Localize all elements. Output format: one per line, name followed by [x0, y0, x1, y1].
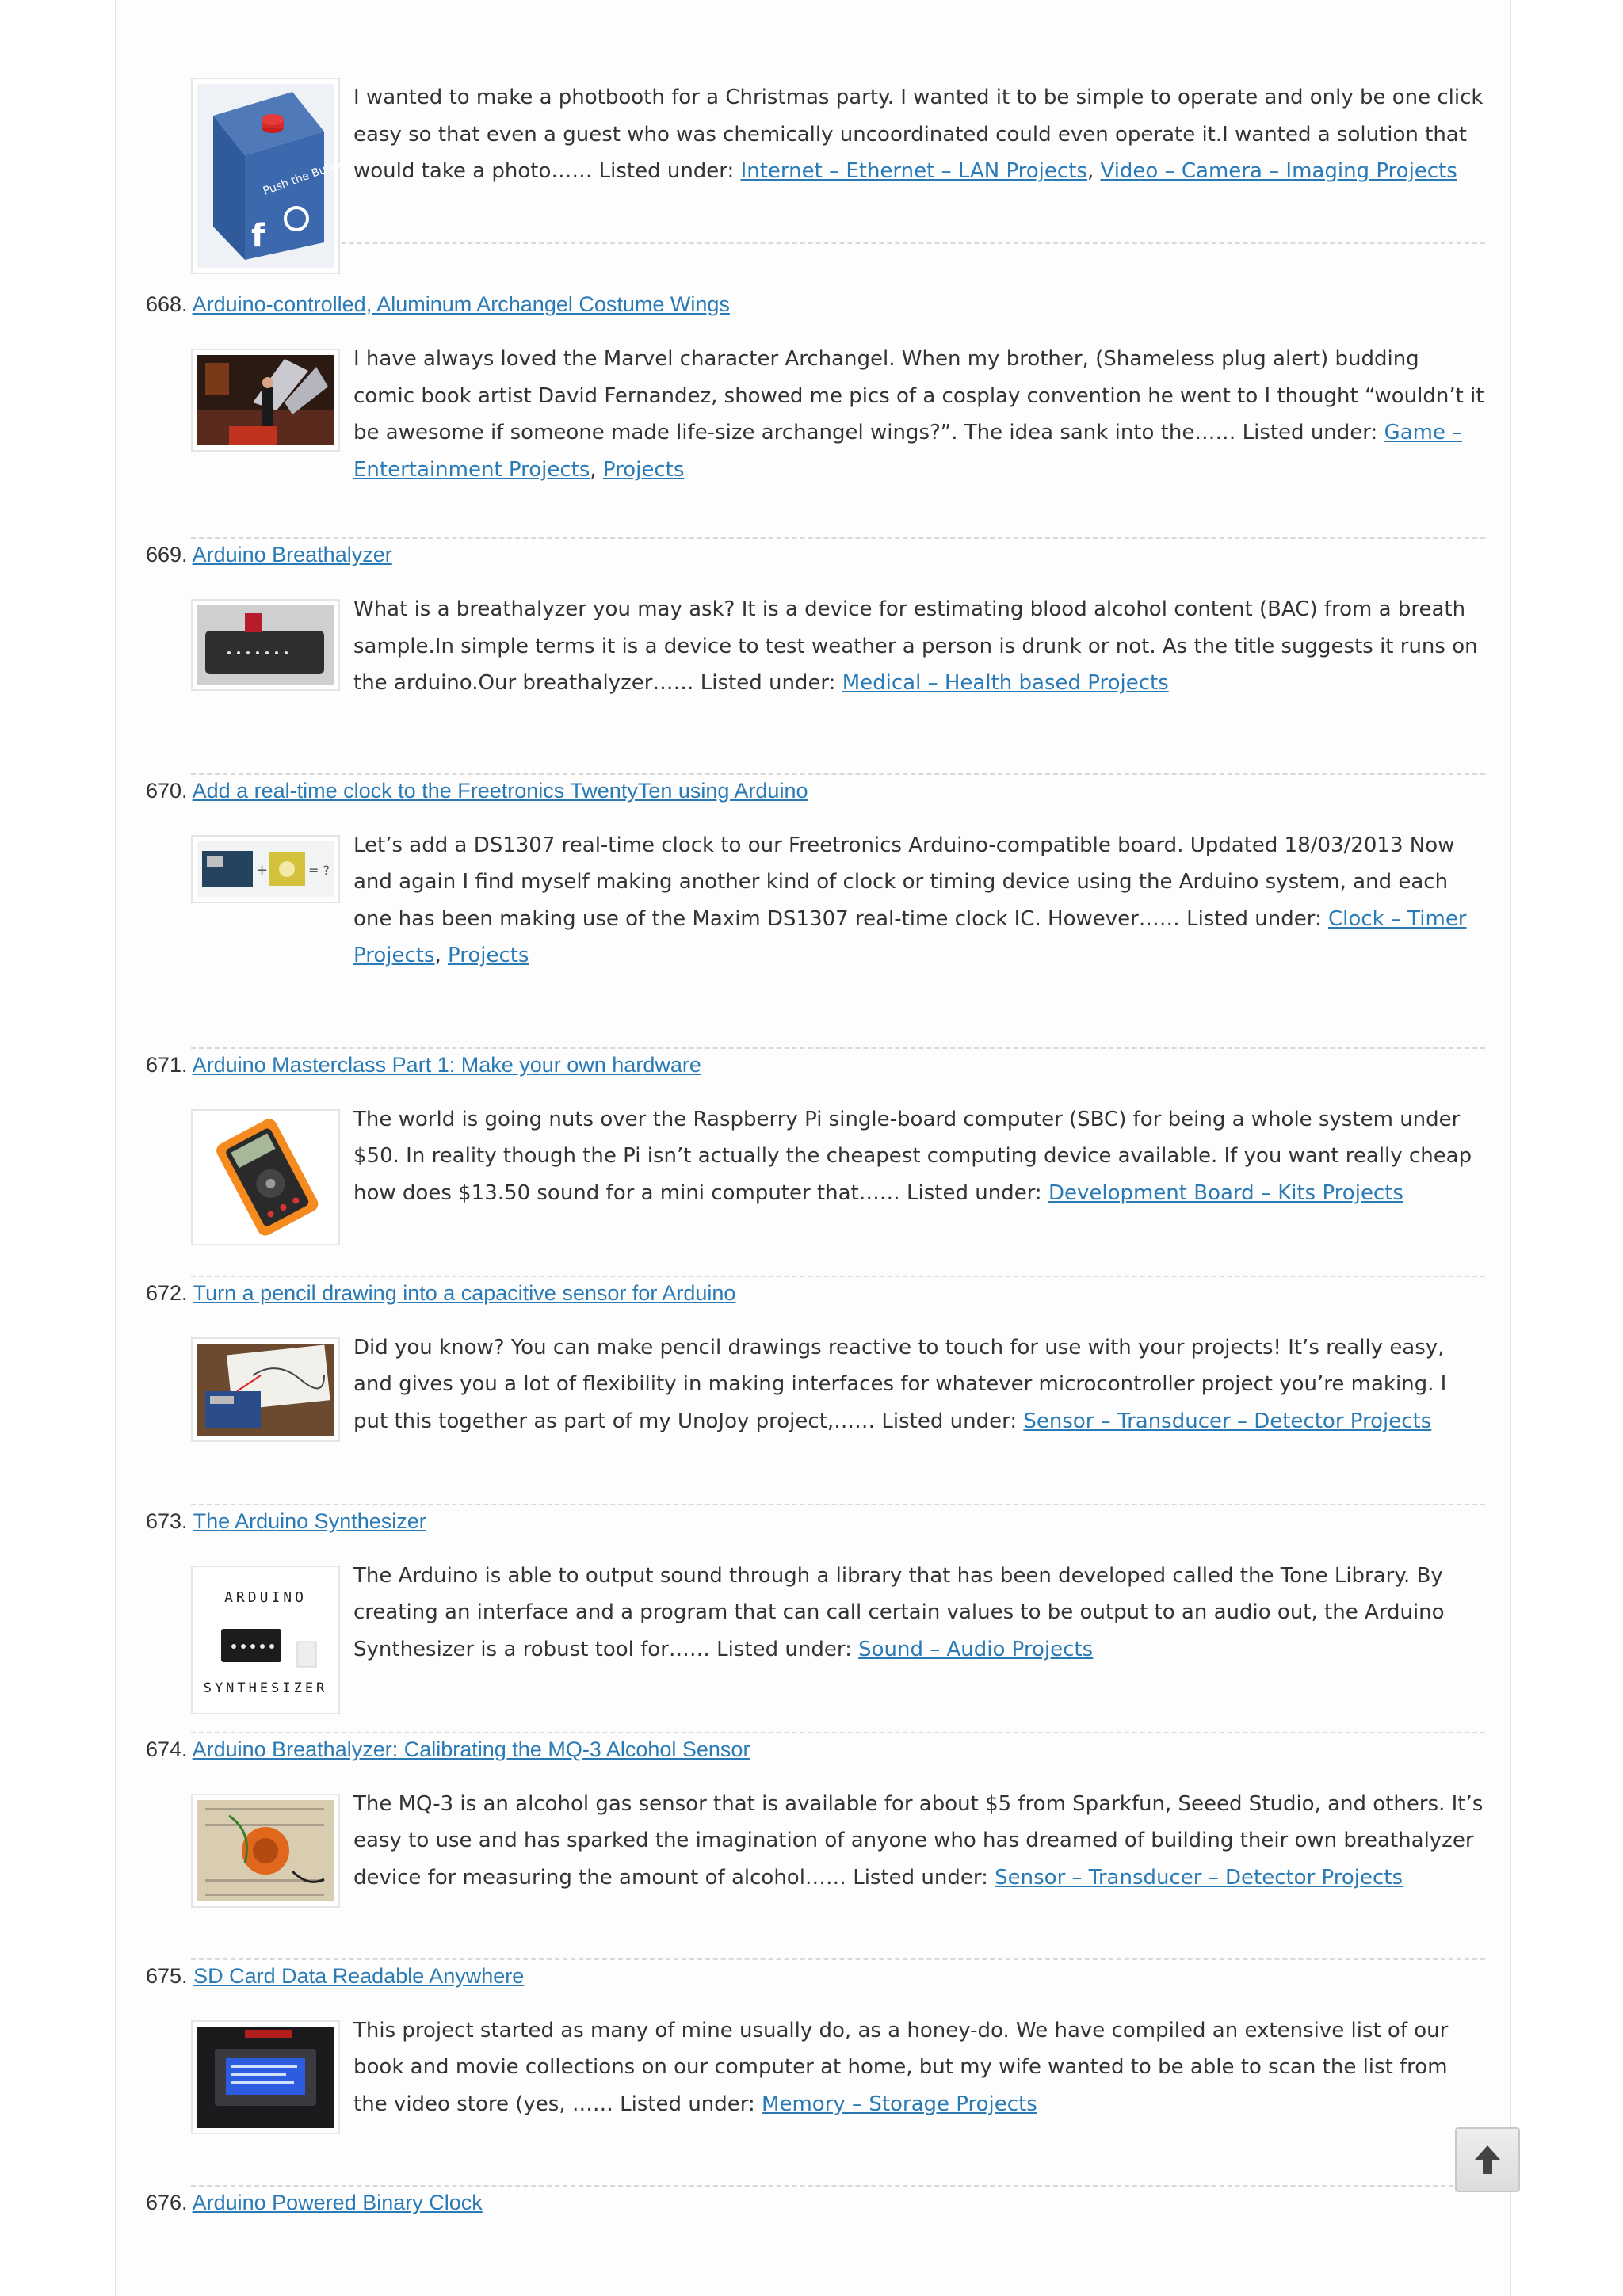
category-link[interactable]: Projects [602, 457, 685, 482]
entry-title-link[interactable]: Arduino Breathalyzer [192, 543, 392, 566]
pencil-drawing-image [197, 1344, 334, 1436]
entry-divider [191, 537, 1485, 539]
list-item: 668. Arduino-controlled, Aluminum Archangel Costume Wings I have always loved the Marvel character Archangel. When my brother, (Shameless plug alert) budding comic book artist David Fernandez, showed me pics of a cosplay convention he went to I thought “wouldn’t it be awesome if someone made life-size archangel wings?”. The idea sank into the…… Listed under: Game – Entertainment Projects, Projects [146, 290, 1485, 539]
entry-description: I wanted to make a photbooth for a Christmas party. I wanted it to be simple to operate and only be one click easy so that even a guest who was chemically uncoordinated could even operate it.I wanted a solution that would take a photo…… [353, 86, 1484, 183]
list-item [146, 1507, 1485, 1733]
listed-under-label: Listed under: [620, 2092, 755, 2116]
category-link[interactable]: Sensor – Transducer – Detector Projects [995, 1865, 1403, 1890]
entry-title-link[interactable]: Arduino-controlled, Aluminum Archangel Costume Wings [192, 292, 730, 316]
category-link[interactable]: Video – Camera – Imaging Projects [1100, 159, 1457, 183]
entry-title-link[interactable]: The Arduino Synthesizer [193, 1508, 426, 1533]
up-arrow-icon [1473, 2144, 1502, 2176]
entry-divider [191, 1732, 1485, 1733]
entry-number: 669. [146, 543, 188, 566]
entry-divider [191, 1276, 1485, 1277]
entry-divider [191, 1504, 1485, 1505]
photobooth-image [197, 84, 349, 268]
listed-under-label: Listed under: [1186, 906, 1322, 931]
project-thumbnail[interactable] [191, 1109, 340, 1245]
entry-description: What is a breathalyzer you may ask? It is a device for estimating blood alcohol content (BAC) from a breath sample.In simple terms it is a device to test weather a person is drunk or not. As the title suggests it runs on the arduino.Our breathalyzer…… [353, 597, 1478, 695]
entry-number: 672. [146, 1280, 188, 1305]
project-thumbnail[interactable] [191, 1794, 340, 1908]
list-item [146, 540, 1485, 775]
svg-text:+: + [256, 861, 269, 879]
listed-under-label: Listed under: [700, 671, 836, 695]
entry-number: 675. [146, 1963, 188, 1988]
scroll-to-top-button[interactable] [1455, 2127, 1520, 2192]
project-thumbnail[interactable] [191, 1566, 340, 1714]
sd-card-image [197, 2027, 334, 2128]
listed-under-label: Listed under: [598, 159, 735, 183]
category-link[interactable]: Sound – Audio Projects [858, 1637, 1094, 1661]
multimeter-image [197, 1116, 334, 1239]
entry-number: 668. [146, 292, 188, 316]
list-item [146, 1735, 1485, 1960]
listed-under-label: Listed under: [853, 1865, 988, 1890]
entry-number: 673. [146, 1508, 188, 1533]
entry-title-link[interactable]: Turn a pencil drawing into a capacitive sensor for Arduino [193, 1280, 736, 1305]
category-link[interactable]: Clock – Timer Projects [353, 906, 1467, 967]
list-item [146, 2188, 1485, 2217]
category-link[interactable]: Game – Entertainment Projects [353, 421, 1463, 482]
svg-text:= ?: = ? [308, 862, 330, 878]
listed-under-label: Listed under: [716, 1637, 852, 1661]
wings-image [197, 355, 334, 445]
entry-title-link[interactable]: Add a real-time clock to the Freetronics TwentyTen using Arduino [192, 778, 808, 803]
breathalyzer-image [197, 605, 334, 685]
synth-top-label: ARDUINO [224, 1589, 307, 1606]
rtc-image [197, 841, 334, 897]
entry-title-link[interactable]: Arduino Powered Binary Clock [192, 2190, 483, 2214]
entry-divider [191, 1958, 1485, 1960]
entry-divider [191, 773, 1485, 775]
category-link[interactable]: Memory – Storage Projects [762, 2092, 1037, 2116]
entry-title-link[interactable]: SD Card Data Readable Anywhere [193, 1963, 525, 1988]
entry-number: 674. [146, 1737, 188, 1761]
list-item: 670. Add a real-time clock to the Freetronics TwentyTen using Arduino + = ? Let’s add a DS1307 real-time clock to our Freetronics Arduino-compatible board. Updated 18/03/2013 Now and again I find myself making another kind of clock or timing device using the Arduino system, and each one has been making use of the Maxim DS1307 real-time clock IC. However…… Listed under: Clock – Timer Projects, Projects [146, 776, 1485, 1049]
entry-description: Let’s add a DS1307 real-time clock to our Freetronics Arduino-compatible board. Updated 18/03/2013 Now and again I find myself making another kind of clock or timing device using the Arduino system, and each one has been making use of the Maxim DS1307 real-time clock IC. However…… [353, 833, 1455, 931]
entry-description: Did you know? You can make pencil drawings reactive to touch for use with your projects! It’s really easy, and gives you a lot of flexibility in making interfaces for whatever microcontroller project you’re making. I put this together as part of my UnoJoy project,…… [353, 1335, 1447, 1433]
category-link[interactable]: Projects [448, 944, 529, 967]
entry-divider [191, 1047, 1485, 1049]
project-thumbnail[interactable] [191, 599, 340, 691]
entry-number: 676. [146, 2190, 188, 2214]
photobooth-label: Push the Button [261, 155, 349, 198]
svg-text:f: f [251, 218, 265, 254]
list-item [146, 1051, 1485, 1277]
project-thumbnail[interactable] [191, 2020, 340, 2134]
entry-description: I have always loved the Marvel character Archangel. When my brother, (Shameless plug alert) budding comic book artist David Fernandez, showed me pics of a cosplay convention he went to I thought “wouldn’t it be awesome if someone made life-size archangel wings?”. The idea sank into the…… [353, 347, 1484, 444]
listed-under-label: Listed under: [1242, 421, 1378, 444]
project-thumbnail[interactable] [191, 349, 340, 452]
category-link[interactable]: Sensor – Transducer – Detector Projects [1023, 1409, 1432, 1433]
listed-under-label: Listed under: [907, 1180, 1042, 1205]
list-item [146, 1279, 1485, 1505]
synthesizer-image [197, 1572, 334, 1708]
category-link[interactable]: Development Board – Kits Projects [1048, 1180, 1403, 1205]
entry-number: 670. [146, 778, 188, 803]
list-item [146, 1962, 1485, 2187]
content-column [115, 0, 1511, 2296]
project-thumbnail[interactable] [191, 835, 340, 903]
entry-description: The world is going nuts over the Raspberry Pi single-board computer (SBC) for being a whole system under $50. In reality though the Pi isn’t actually the cheapest computing device available. If you want really cheap how does $13.50 sound for a mini computer that…… [353, 1107, 1472, 1205]
synth-bottom-label: SYNTHESIZER [203, 1680, 328, 1696]
entry-divider [191, 2185, 1485, 2187]
category-link[interactable]: Medical – Health based Projects [842, 671, 1169, 695]
entry-description: The MQ-3 is an alcohol gas sensor that is available for about $5 from Sparkfun, Seeed Studio, and others. It’s easy to use and has sparked the imagination of anyone who has dreamed of building their own breathalyzer device for measuring the amount of alcohol…… [353, 1791, 1484, 1890]
project-thumbnail[interactable] [191, 78, 349, 274]
entry-title-link[interactable]: Arduino Masterclass Part 1: Make your own hardware [192, 1052, 701, 1077]
entry-description: This project started as many of mine usually do, as a honey-do. We have compiled an extensive list of our book and movie collections on our computer at home, but my wife wanted to be able to scan the list from the video store (yes, …… [353, 2018, 1449, 2116]
listed-under-label: Listed under: [881, 1409, 1018, 1433]
entry-title-link[interactable]: Arduino Breathalyzer: Calibrating the MQ-3 Alcohol Sensor [192, 1737, 750, 1761]
entry-description: The Arduino is able to output sound through a library that has been developed called the Tone Library. By creating an interface and a program that can call certain values to be output to an audio out, the Arduino Synthesizer is a robust tool for…… [353, 1563, 1445, 1661]
entry-number: 671. [146, 1052, 188, 1077]
category-link[interactable]: Internet – Ethernet – LAN Projects [740, 159, 1087, 183]
mq3-sensor-image [197, 1800, 334, 1901]
project-thumbnail[interactable] [191, 1337, 340, 1442]
project-list [146, 78, 1485, 2247]
list-item: Push the Button f I wanted to make a photbooth for a Christmas party. I wanted it to be simple to operate and only be one click easy so that even a guest who was chemically uncoordinated could even operate it.I wanted a solution that would take a photo…… Listed under: Internet – Ethernet – LAN Projects, Video – Camera – Imaging Projects [146, 78, 1485, 244]
